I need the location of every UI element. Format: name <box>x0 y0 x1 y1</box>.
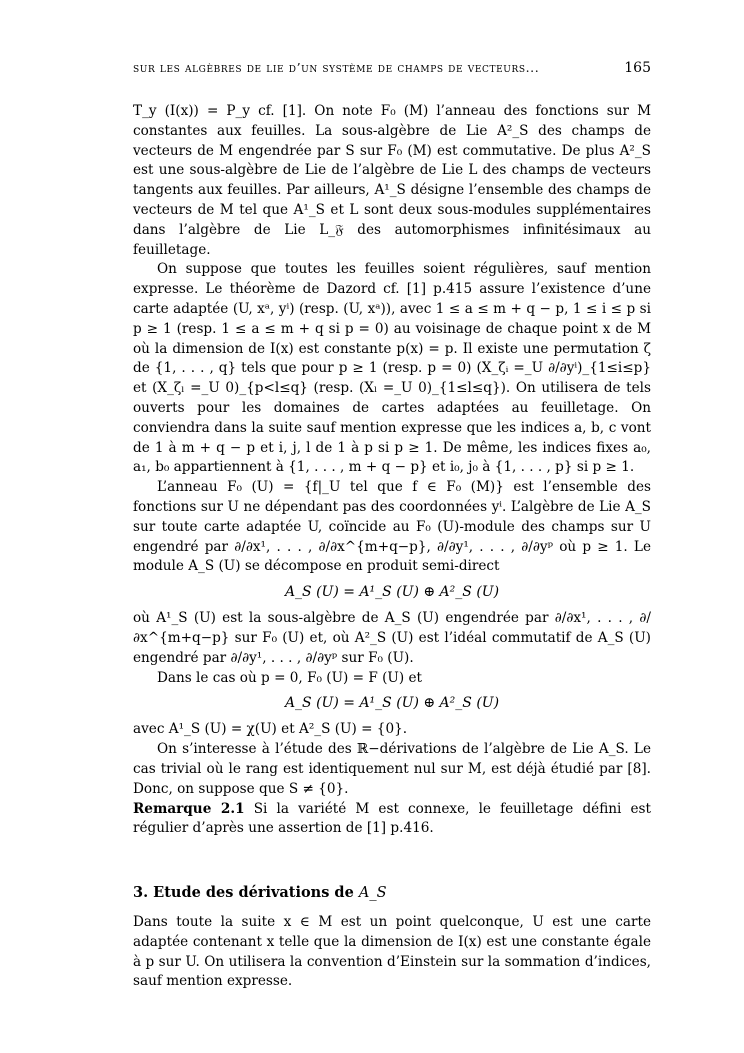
paper-page <box>133 58 651 992</box>
paragraph-4: où A¹_S (U) est la sous-algèbre de A_S (U) engendrée par ∂/∂x¹, . . . , ∂/∂x^{m+q−p} sur F₀ (U) et, où A²_S (U) est l’idéal commutatif de A_S (U) engendré par ∂/∂y¹, . . . , ∂/∂yᵖ sur F₀ (U). <box>133 610 651 666</box>
equation-2: A_S (U) = A¹_S (U) ⊕ A²_S (U) <box>284 695 500 712</box>
remark-text: Si la variété M est connexe, le feuilletage défini est régulier d’après une assertion de [1] p.416. <box>133 800 651 837</box>
running-title: sur les algèbres de lie d’un système de champs de vecteurs... <box>133 60 540 75</box>
paragraph-2: On suppose que toutes les feuilles soient régulières, sauf mention expresse. Le théorème de Dazord cf. [1] p.415 assure l’existence d’une carte adaptée (U, xᵃ, yⁱ) (resp. (U, xᵃ)), avec 1 ≤ a ≤ m + q − p, 1 ≤ i ≤ p si p ≥ 1 (resp. 1 ≤ a ≤ m + q si p = 0) au voisinage de chaque point x de M où la dimension de I(x) est constante p(x) = p. Il existe une permutation ζ de {1, . . . , q} tels que pour p ≥ 1 (resp. p = 0) (X_ζᵢ =_U ∂/∂yⁱ)_{1≤i≤p} et (X_ζₗ =_U 0)_{p<l≤q} (resp. (Xₗ =_U 0)_{1≤l≤q}). On utilisera de tels ouverts pour les domaines de cartes adaptées au feuilletage. On conviendra dans la suite sauf mention expresse que les indices a, b, c vont de 1 à m + q − p et i, j, l de 1 à p si p ≥ 1. De même, les indices fixes a₀, a₁, b₀ appartiennent à {1, . . . , m + q − p} et i₀, j₀ à {1, . . . , p} si p ≥ 1. <box>133 261 651 476</box>
equation-1: A_S (U) = A¹_S (U) ⊕ A²_S (U) <box>284 584 500 601</box>
section-3-text: Dans toute la suite x ∈ M est un point quelconque, U est une carte adaptée contenant x telle que la dimension de I(x) est une constante égale à p sur U. On utilisera la convention d’Einstein sur la sommation d’indices, sauf mention expresse. <box>133 914 651 990</box>
remark-label: Remarque 2.1 <box>133 800 245 817</box>
section-3-heading <box>133 883 651 903</box>
running-header <box>133 58 651 78</box>
page-number: 165 <box>624 60 651 76</box>
paragraph-1: T_y (I(x)) = P_y cf. [1]. On note F₀ (M) l’anneau des fonctions sur M constantes aux feuilles. La sous-algèbre de Lie A²_S des champs de vecteurs de M engendrée par S sur F₀ (M) est commutative. De plus A²_S est une sous-algèbre de Lie de l’algèbre de Lie L des champs de vecteurs tangents aux feuilles. Par ailleurs, A¹_S désigne l’ensemble des champs de vecteurs de M tel que A¹_S et L sont deux sous-modules supplémentaires dans l’algèbre de Lie L_𝔉 des automorphismes infinitésimaux au feuilletage. <box>133 103 651 258</box>
remark-2-1 <box>133 800 651 840</box>
paragraph-3: L’anneau F₀ (U) = {f|_U tel que f ∈ F₀ (M)} est l’ensemble des fonctions sur U ne dépendant pas des coordonnées yⁱ. L’algèbre de Lie A_S sur toute carte adaptée U, coïncide au F₀ (U)-module des champs sur U engendré par ∂/∂x¹, . . . , ∂/∂x^{m+q−p}, ∂/∂y¹, . . . , ∂/∂yᵖ où p ≥ 1. Le module A_S (U) se décompose en produit semi-direct <box>133 479 651 575</box>
section-3-symbol: A_S <box>358 885 387 902</box>
paragraph-5: Dans le cas où p = 0, F₀ (U) = F (U) et <box>157 669 423 686</box>
paragraph-7: On s’interesse à l’étude des ℝ−dérivations de l’algèbre de Lie A_S. Le cas trivial où le rang est identiquement nul sur M, est déjà étudié par [8]. Donc, on suppose que S ≠ {0}. <box>133 741 651 797</box>
section-3-title: 3. Etude des dérivations de <box>133 884 354 902</box>
paragraph-6: avec A¹_S (U) = χ(U) et A²_S (U) = {0}. <box>133 721 408 738</box>
